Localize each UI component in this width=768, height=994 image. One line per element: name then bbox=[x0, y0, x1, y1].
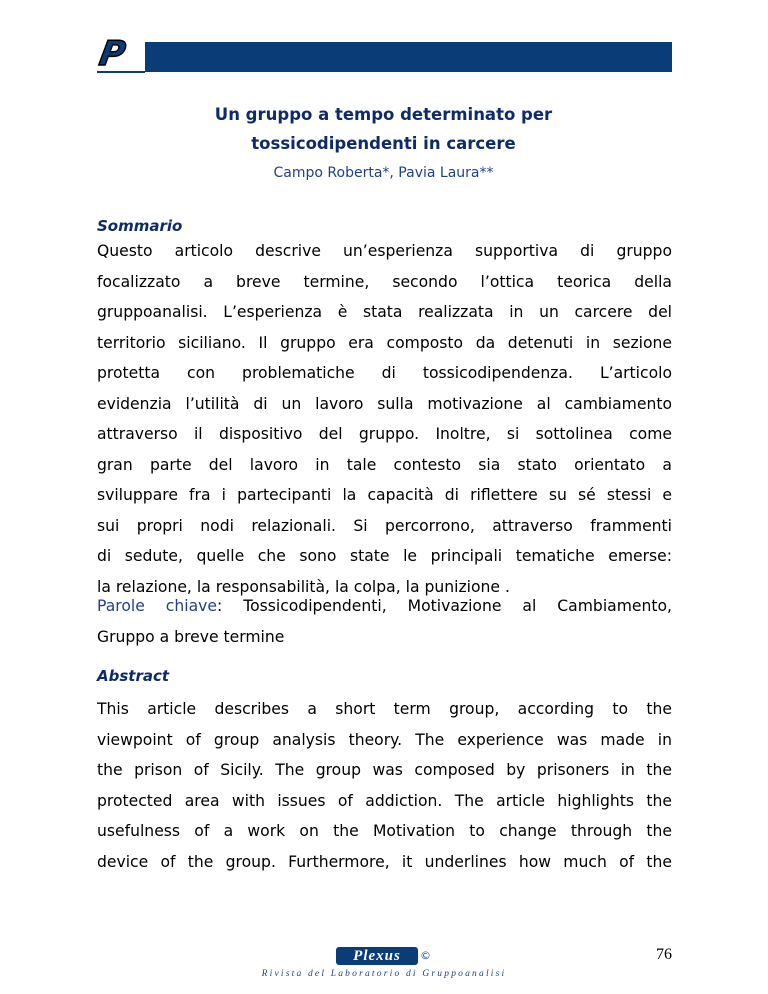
abstract-body bbox=[97, 694, 672, 877]
journal-logo-letter: P bbox=[96, 34, 129, 74]
sommario-line: attraverso il dispositivo del gruppo. Inoltre, si sottolinea come bbox=[97, 425, 672, 443]
sommario-body bbox=[97, 236, 672, 602]
sommario-line: focalizzato a breve termine, secondo l’ottica teorica della bbox=[97, 272, 672, 291]
abstract-line: viewpoint of group analysis theory. The experience was made in bbox=[97, 730, 672, 749]
journal-subtitle: Rivista del Laboratorio di Gruppoanalisi bbox=[261, 969, 507, 979]
title-line: Un gruppo a tempo determinato per bbox=[214, 105, 553, 124]
sommario-line: territorio siciliano. Il gruppo era composto da detenuti in sezione bbox=[97, 333, 672, 352]
sommario-heading: Sommario bbox=[97, 217, 183, 235]
sommario-line: sui propri nodi relazionali. Si percorrono, attraverso frammenti bbox=[97, 516, 672, 535]
keywords-block bbox=[97, 591, 672, 652]
abstract-line: usefulness of a work on the Motivation to change through the bbox=[97, 822, 672, 840]
abstract-line: protected area with issues of addiction. The article highlights the bbox=[97, 791, 672, 810]
plexus-logo-text: Plexus bbox=[353, 948, 401, 964]
sommario-line: gran parte del lavoro in tale contesto sia stato orientato a bbox=[97, 455, 672, 474]
sommario-line: la relazione, la responsabilità, la colpa, la punizione . bbox=[97, 577, 510, 596]
keywords-line bbox=[97, 591, 672, 622]
sommario-line: evidenzia l’utilità di un lavoro sulla motivazione al cambiamento bbox=[97, 394, 672, 413]
article-authors: Campo Roberta*, Pavia Laura** bbox=[273, 165, 494, 181]
sommario-line: di sedute, quelle che sono state le principali tematiche emerse: bbox=[97, 547, 672, 565]
sommario-line: Questo articolo descrive un’esperienza supportiva di gruppo bbox=[97, 242, 672, 260]
header-bar bbox=[97, 42, 672, 72]
keywords-values: : Tossicodipendenti, Motivazione al Cambiamento, bbox=[216, 597, 672, 615]
abstract-line: This article describes a short term group, according to the bbox=[97, 700, 672, 718]
title-line: tossicodipendenti in carcere bbox=[251, 134, 516, 153]
article-title bbox=[96, 100, 671, 158]
copyright-mark: © bbox=[420, 949, 431, 962]
sommario-line: protetta con problematiche di tossicodipendenza. L’articolo bbox=[97, 364, 672, 382]
abstract-line: the prison of Sicily. The group was composed by prisoners in the bbox=[97, 761, 672, 779]
plexus-logo bbox=[336, 947, 432, 965]
abstract-heading: Abstract bbox=[97, 667, 170, 685]
page-number: 76 bbox=[656, 946, 672, 963]
sommario-line: sviluppare fra i partecipanti la capacità di riflettere su sé stessi e bbox=[97, 486, 672, 504]
sommario-line: gruppoanalisi. L’esperienza è stata realizzata in un carcere del bbox=[97, 303, 672, 321]
keywords-line: Gruppo a breve termine bbox=[97, 627, 285, 646]
keywords-label: Parole chiave bbox=[97, 597, 217, 615]
abstract-line: device of the group. Furthermore, it underlines how much of the bbox=[97, 852, 672, 871]
